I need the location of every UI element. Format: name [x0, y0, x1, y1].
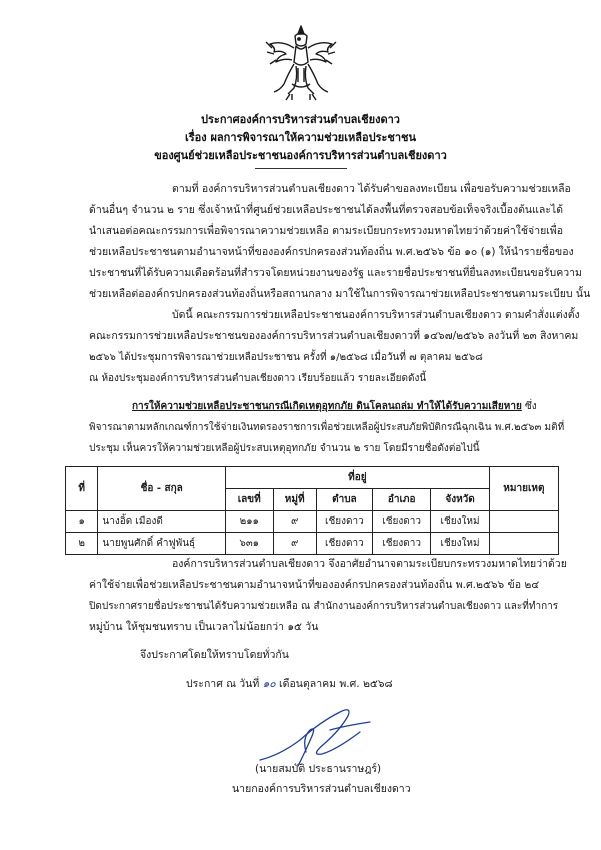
para2-line: ณ ห้องประชุมองค์การบริหารส่วนตำบลเชียงดาว เรียบร้อยแล้ว รายละเอียดดังนี้ [89, 373, 427, 384]
para1-line: ช่วยเหลือประชาชนตามอำนาจหน้าที่ขององค์กรปกครองส่วนท้องถิ่น พ.ศ.๒๕๖๖ ข้อ ๑๐ (๑) ให้นำรายชื่อของ [89, 246, 574, 258]
col-header-no: ที่ [66, 467, 98, 511]
para2-line: คณะกรรมการช่วยเหลือประชาชนขององค์การบริหารส่วนตำบลเชียงดาวที่ ๑๔๖๗/๒๕๖๖ ลงวันที่ ๒๓ สิงหาคม [89, 330, 579, 342]
signatory-name: (นายสมบัติ ประธานราษฎร์) [255, 763, 382, 775]
header-line-1: ประกาศองค์การบริหารส่วนตำบลเชียงดาว [201, 113, 400, 126]
para4-line: ปิดประกาศรายชื่อประชาชนได้รับความช่วยเหลือ ณ สำนักงานองค์การบริหารส่วนตำบลเชียงดาว และที่ทำการ [89, 601, 559, 612]
para4-line: องค์การบริหารส่วนตำบลเชียงดาว จึงอาศัยอำนาจตามระเบียบกระทรวงมหาดไทยว่าด้วย [172, 558, 567, 570]
para4-line: ค่าใช้จ่ายเพื่อช่วยเหลือประชาชนตามอำนาจหน้าที่ขององค์กรปกครองส่วนท้องถิ่น พ.ศ.๒๕๖๖ ข้อ ๒๔ [89, 579, 540, 591]
cell-no: ๒ [66, 533, 98, 555]
col-header-address: ที่อยู่ [225, 467, 489, 489]
header-subject [0, 131, 601, 144]
cell-name: นางอิ้ด เมืองดี [98, 511, 226, 533]
cell-province: เชียงใหม่ [431, 511, 489, 533]
para3-line: ประชุม เห็นควรให้ความช่วยเหลือผู้ประสบเหตุอุทกภัย จำนวน ๒ ราย โดยมีรายชื่อดังต่อไปนี้ [89, 443, 480, 454]
col-header-amphoe: อำเภอ [373, 489, 431, 511]
section-heading-text: การให้ความช่วยเหลือประชาชนกรณีเกิดเหตุอุทกภัย ดินโคลนถล่ม ทำให้ได้รับความเสียหาย [132, 401, 522, 412]
para1-line: ตามที่ องค์การบริหารส่วนตำบลเชียงดาว ได้รับคำขอลงทะเบียน เพื่อขอรับความช่วยเหลือ [172, 183, 571, 195]
cell-name: นายพูนศักดิ์ คำฟูพันธุ์ [98, 533, 226, 555]
date-prefix: ประกาศ ณ วันที่ [186, 678, 260, 690]
col-header-remark: หมายเหตุ [489, 467, 558, 511]
col-header-province: จังหวัด [431, 489, 489, 511]
signature-scribble [240, 700, 390, 770]
subject-label: เรื่อง [184, 131, 207, 144]
cell-tambon: เชียงดาว [316, 533, 372, 555]
table-row [66, 533, 559, 555]
cell-amphoe: เชียงดาว [373, 533, 431, 555]
garuda-emblem [262, 22, 340, 102]
para2-line: ๒๕๖๖ ได้ประชุมการพิจารณาช่วยเหลือประชาชน ครั้งที่ ๑/๒๕๖๘ เมื่อวันที่ ๗ ตุลาคม ๒๕๖๘ [89, 352, 483, 363]
col-header-house-no: เลขที่ [225, 489, 273, 511]
table-header-row [66, 467, 559, 489]
col-header-name: ชื่อ - สกุล [98, 467, 226, 511]
col-header-tambon: ตำบล [316, 489, 372, 511]
header-line-3: ของศูนย์ช่วยเหลือประชาชนองค์การบริหารส่วนตำบลเชียงดาว [154, 149, 447, 162]
para1-line: ด้านอื่นๆ จำนวน ๒ ราย ซึ่งเจ้าหน้าที่ศูนย์ช่วยเหลือประชาชนได้ลงพื้นที่ตรวจสอบข้อเท็จจริงเบื้องต้นและได้ [89, 204, 564, 216]
cell-province: เชียงใหม่ [431, 533, 489, 555]
recipients-table [65, 466, 559, 555]
para1-line: ช่วยเหลือต่อองค์กรปกครองส่วนท้องถิ่นหรือสถานกลาง มาใช้ในการพิจารณาช่วยเหลือประชาชนตามระเบียบ นั้น [89, 288, 591, 300]
cell-house-no: ๒๑๑ [225, 511, 273, 533]
cell-amphoe: เชียงดาว [373, 511, 431, 533]
section-heading-tail: ซึ่ง [525, 401, 537, 412]
header-divider [255, 168, 347, 169]
cell-moo: ๙ [273, 533, 316, 555]
cell-house-no: ๖๓๑ [225, 533, 273, 555]
date-line [186, 678, 393, 691]
para2-line: บัดนี้ คณะกรรมการช่วยเหลือประชาชนองค์การบริหารส่วนตำบลเชียงดาว ตามคำสั่งแต่งตั้ง [172, 309, 580, 321]
cell-remark [489, 511, 558, 533]
cell-no: ๑ [66, 511, 98, 533]
para4-line: หมู่บ้าน ให้ชุมชนทราบ เป็นเวลาไม่น้อยกว่า ๑๕ วัน [89, 621, 319, 633]
announce-line: จึงประกาศโดยให้ทราบโดยทั่วกัน [140, 649, 289, 661]
cell-moo: ๙ [273, 511, 316, 533]
para1-line: นำเสนอต่อคณะกรรมการเพื่อพิจารณาความช่วยเหลือ ตามระเบียบกระทรวงมหาดไทยว่าด้วยค่าใช้จ่ายเพื่อ [89, 225, 564, 237]
subject-text: ผลการพิจารณาให้ความช่วยเหลือประชาชน [210, 131, 417, 144]
table-row [66, 511, 559, 533]
para3-line: พิจารณาตามหลักเกณฑ์การใช้จ่ายเงินทดรองราชการเพื่อช่วยเหลือผู้ประสบภัยพิบัติกรณีฉุกเฉิน พ.ศ.๒๕๖๓ มติที่ [89, 422, 565, 433]
signatory-position: นายกองค์การบริหารส่วนตำบลเชียงดาว [232, 783, 411, 795]
cell-remark [489, 533, 558, 555]
col-header-moo: หมู่ที่ [273, 489, 316, 511]
section-heading [132, 400, 537, 413]
para1-line: ประชาชนที่ได้รับความเดือดร้อนที่สำรวจโดยหน่วยงานของรัฐ และรายชื่อประชาชนที่ยื่นลงทะเบียนขอรับความ [89, 267, 582, 279]
date-suffix: เดือนตุลาคม พ.ศ. ๒๕๖๘ [279, 678, 393, 690]
date-day: ๑๐ [262, 678, 276, 690]
cell-tambon: เชียงดาว [316, 511, 372, 533]
